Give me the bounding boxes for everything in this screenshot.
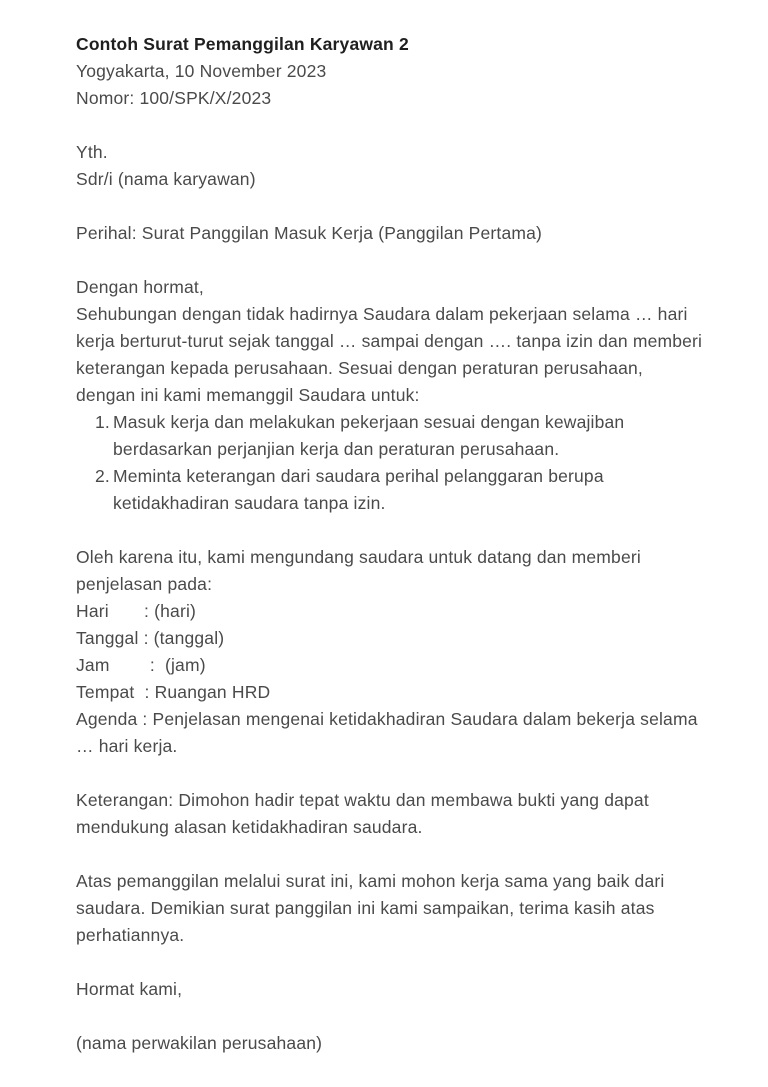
letter-body xyxy=(76,31,706,1057)
note-paragraph: Keterangan: Dimohon hadir tepat waktu dan membawa bukti yang dapat mendukung alasan ketidakhadiran saudara. xyxy=(76,790,649,837)
page-title: Contoh Surat Pemanggilan Karyawan 2 xyxy=(76,34,409,54)
letter-place-date: Yogyakarta, 10 November 2023 xyxy=(76,61,327,81)
detail-row-hari: Hari : (hari) xyxy=(76,601,197,621)
spacer xyxy=(76,247,706,274)
list-item xyxy=(76,409,706,463)
list-item xyxy=(76,463,706,517)
salutation: Dengan hormat, xyxy=(76,277,204,297)
spacer xyxy=(76,517,706,544)
closing-paragraph: Atas pemanggilan melalui surat ini, kami mohon kerja sama yang baik dari saudara. Demikian surat panggilan ini kami sampaikan, terima kasih atas perhatiannya. xyxy=(76,871,665,945)
spacer xyxy=(76,949,706,976)
spacer xyxy=(76,1003,706,1030)
spacer xyxy=(76,841,706,868)
signoff: Hormat kami, xyxy=(76,979,183,999)
invitation-paragraph: Oleh karena itu, kami mengundang saudara untuk datang dan memberi penjelasan pada: xyxy=(76,547,641,594)
list-item-text: Masuk kerja dan melakukan pekerjaan sesuai dengan kewajiban berdasarkan perjanjian kerja dan peraturan perusahaan. xyxy=(113,412,625,459)
list-item-text: Meminta keterangan dari saudara perihal pelanggaran berupa ketidakhadiran saudara tanpa izin. xyxy=(113,466,604,513)
numbered-list xyxy=(76,409,706,517)
detail-row-agenda: Agenda : Penjelasan mengenai ketidakhadiran Saudara dalam bekerja selama … hari kerja. xyxy=(76,709,698,756)
spacer xyxy=(76,112,706,139)
detail-row-tempat: Tempat : Ruangan HRD xyxy=(76,682,271,702)
subject-line: Perihal: Surat Panggilan Masuk Kerja (Panggilan Pertama) xyxy=(76,223,543,243)
letter-number: Nomor: 100/SPK/X/2023 xyxy=(76,88,272,108)
spacer xyxy=(76,760,706,787)
detail-row-tanggal: Tanggal : (tanggal) xyxy=(76,628,225,648)
signature-name: (nama perwakilan perusahaan) xyxy=(76,1033,323,1053)
body-paragraph: Sehubungan dengan tidak hadirnya Saudara dalam pekerjaan selama … hari kerja berturut-turut sejak tanggal … sampai dengan …. tanpa izin dan memberi keterangan kepada perusahaan. Sesuai dengan peraturan perusahaan, dengan ini kami memanggil Saudara untuk: xyxy=(76,304,703,405)
recipient-name: Sdr/i (nama karyawan) xyxy=(76,169,256,189)
recipient-honorific: Yth. xyxy=(76,142,108,162)
list-item-marker: 2. xyxy=(95,466,110,486)
spacer xyxy=(76,193,706,220)
detail-row-jam: Jam : (jam) xyxy=(76,655,206,675)
list-item-marker: 1. xyxy=(95,412,110,432)
